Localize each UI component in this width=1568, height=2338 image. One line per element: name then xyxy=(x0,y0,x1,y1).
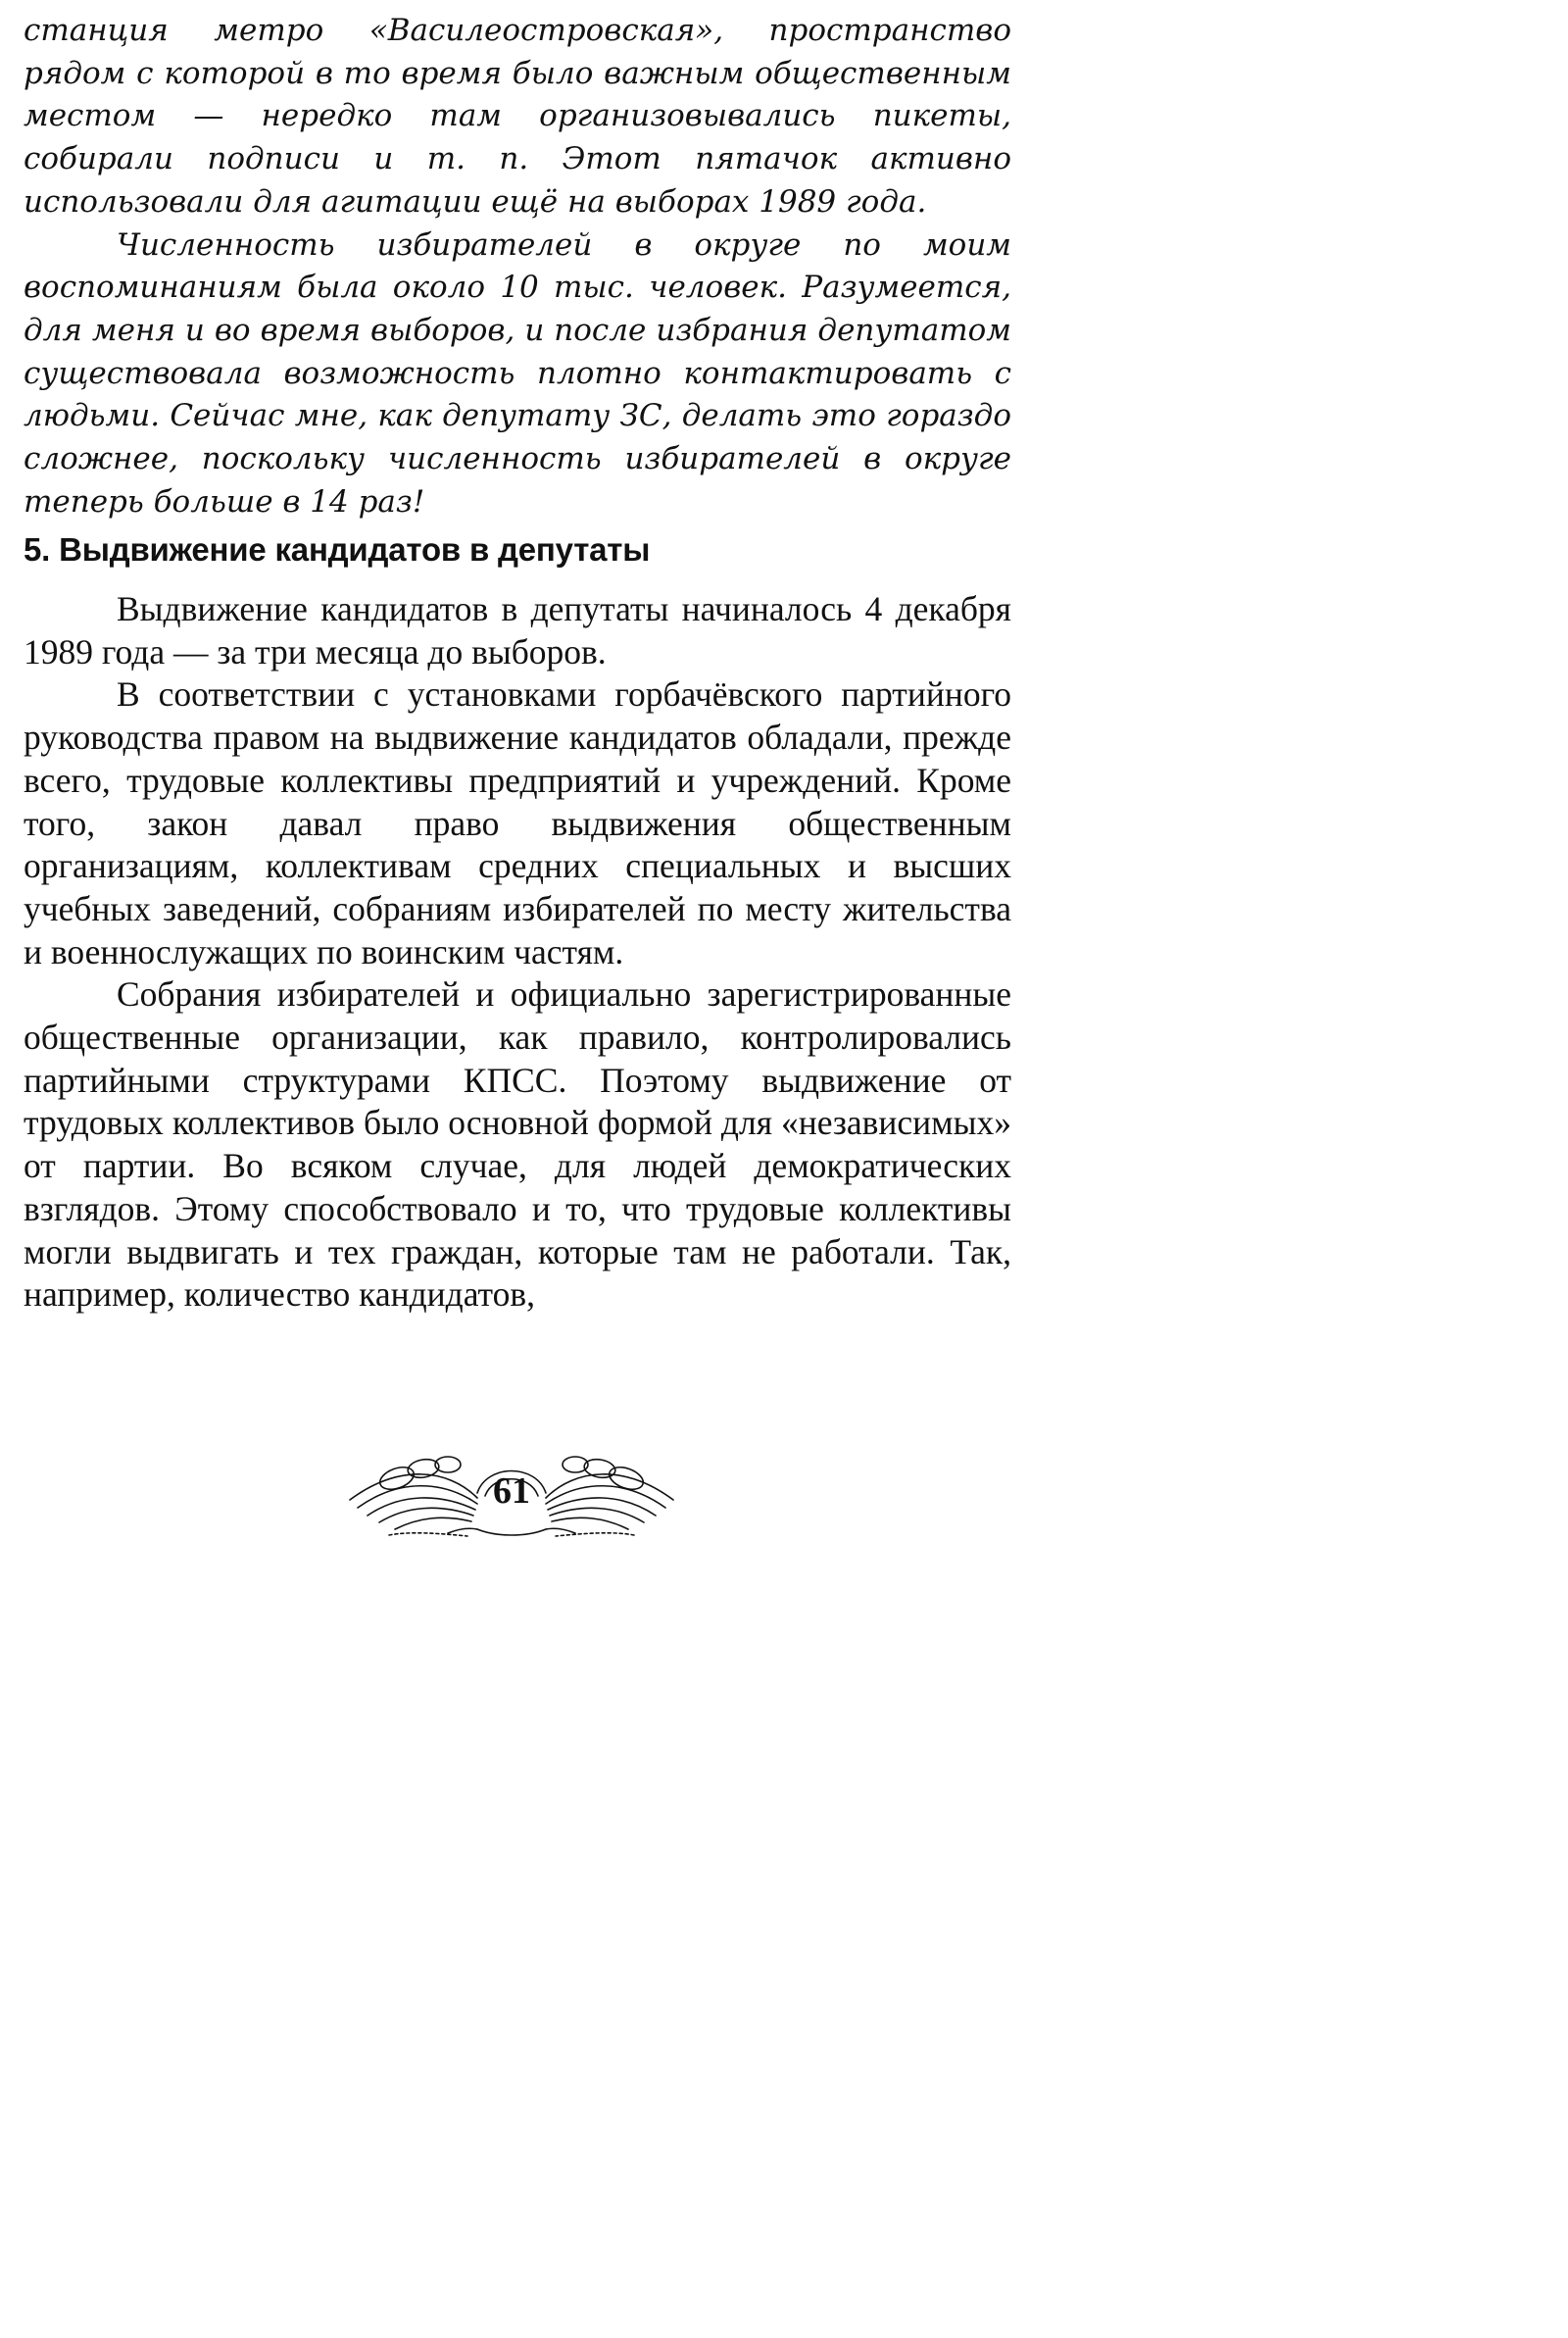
body-text-block xyxy=(24,588,1011,1317)
body-paragraph-1: Выдвижение кандидатов в депутаты начиналось 4 декабря 1989 года — за три месяца до выборов. xyxy=(24,589,1011,672)
page-number: 61 xyxy=(493,1470,530,1512)
italic-paragraph-1: станция метро «Василеостровская», пространство рядом с которой в то время было важным общественным местом — нередко там организовывались пикеты, собирали подписи и т. п. Этот пятачок активно использовали для агитации ещё на выборах 1989 года. xyxy=(24,13,1011,220)
book-page xyxy=(0,0,1034,1544)
italic-paragraph-2: Численность избирателей в округе по моим воспоминаниям была около 10 тыс. человек. Разумеется, для меня и во время выборов, и после избрания депутатом существовала возможность плотно контактировать с людьми. Сейчас мне, как депутату ЗС, делать это гораздо сложнее, поскольку численность избирателей в округе теперь больше в 14 раз! xyxy=(24,226,1011,520)
section-heading: 5. Выдвижение кандидатов в депутаты xyxy=(24,531,651,568)
body-paragraph-2: В соответствии с установками горбачёвского партийного руководства правом на выдвижение кандидатов обладали, прежде всего, трудовые коллективы предприятий и учреждений. Кроме того, закон давал право выдвижения общественным организациям, коллективам средних специальных и высших учебных заведений, собраниям избирателей по месту жительства и военнослужащих по воинским частям. xyxy=(24,674,1011,971)
body-paragraph-3: Собрания избирателей и официально зарегистрированные общественные организации, как правило, контролировались партийными структурами КПСС. Поэтому выдвижение от трудовых коллективов было основной формой для «независимых» от партии. Во всяком случае, для людей демократических взглядов. Этому способствовало и то, что трудовые коллективы могли выдвигать и тех граждан, которые там не работали. Так, например, количество кандидатов, xyxy=(24,974,1011,1315)
italic-quote-block xyxy=(24,10,1011,523)
